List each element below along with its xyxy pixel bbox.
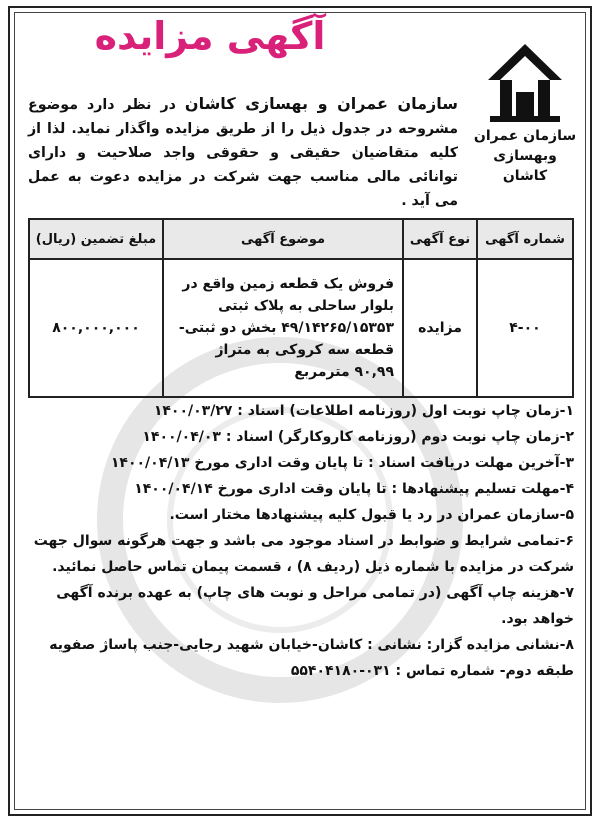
list-item: ۱-زمان چاپ نوبت اول (روزنامه اطلاعات) اسناد : ۱۴۰۰/۰۳/۲۷ bbox=[153, 403, 574, 419]
logo-line-2: وبهسازی کاشان bbox=[493, 148, 557, 184]
list-item: ۴-مهلت تسلیم پیشنهادها : تا پایان وقت اداری مورخ ۱۴۰۰/۰۴/۱۴ bbox=[134, 481, 574, 497]
intro-paragraph bbox=[28, 92, 458, 213]
table-row bbox=[29, 259, 573, 397]
cell-ad-subject: فروش یک قطعه زمین واقع در بلوار ساحلی به پلاک ثبتی ۴۹/۱۴۲۶۵/۱۵۳۵۳ بخش دو ثبتی-قطعه سه کروکی به متراژ ۹۰,۹۹ مترمربع bbox=[163, 259, 403, 397]
header-ad-subject: موضوع آگهی bbox=[163, 219, 403, 259]
header-guarantee: مبلغ تضمین (ریال) bbox=[29, 219, 163, 259]
list-item: ۶-تمامی شرایط و ضوابط در اسناد موجود می باشد و جهت هرگونه سوال جهت شرکت در مزایده با شماره ذیل (ردیف ۸) ، قسمت پیمان تماس حاصل نمائید. bbox=[33, 533, 574, 575]
building-logo-icon bbox=[482, 40, 568, 126]
organization-logo bbox=[470, 40, 580, 184]
cell-ad-type: مزایده bbox=[403, 259, 477, 397]
cell-ad-number: ۴-۰۰ bbox=[477, 259, 573, 397]
auction-table bbox=[28, 218, 574, 398]
list-item: ۲-زمان چاپ نوبت دوم (روزنامه کاروکارگر) اسناد : ۱۴۰۰/۰۴/۰۳ bbox=[142, 429, 574, 445]
list-item: ۷-هزینه چاپ آگهی (در تمامی مراحل و نوبت های چاپ) به عهده برنده آگهی خواهد بود. bbox=[56, 585, 574, 627]
header-ad-type: نوع آگهی bbox=[403, 219, 477, 259]
conditions-list bbox=[28, 398, 574, 684]
list-item: ۸-نشانی مزایده گزار: نشانی : کاشان-خیابان شهید رجایی-جنب پاساژ صفویه طبقه دوم- شماره تماس : ۰۳۱-۵۵۴۰۴۱۸۰ bbox=[49, 637, 574, 679]
list-item: ۵-سازمان عمران در رد یا قبول کلیه پیشنهادها مختار است. bbox=[169, 507, 574, 523]
list-item: ۳-آخرین مهلت دریافت اسناد : تا پایان وقت اداری مورخ ۱۴۰۰/۰۴/۱۳ bbox=[110, 455, 574, 471]
organization-name: سازمان عمران و بهسازی کاشان bbox=[184, 94, 458, 113]
header-ad-number: شماره آگهی bbox=[477, 219, 573, 259]
cell-guarantee: ۸۰۰,۰۰۰,۰۰۰ bbox=[29, 259, 163, 397]
logo-line-1: سازمان عمران bbox=[473, 128, 577, 144]
intro-text: در نظر دارد موضوع مشروحه در جدول ذیل را از طریق مزایده واگذار نماید. لذا از کلیه متقاضیان حقیقی و حقوقی واجد صلاحیت و دارای توانائی مالی مناسب جهت شرکت در مزایده دعوت به عمل می آید . bbox=[28, 97, 458, 209]
ad-title: آگهی مزایده bbox=[94, 14, 326, 58]
table-header-row bbox=[29, 219, 573, 259]
